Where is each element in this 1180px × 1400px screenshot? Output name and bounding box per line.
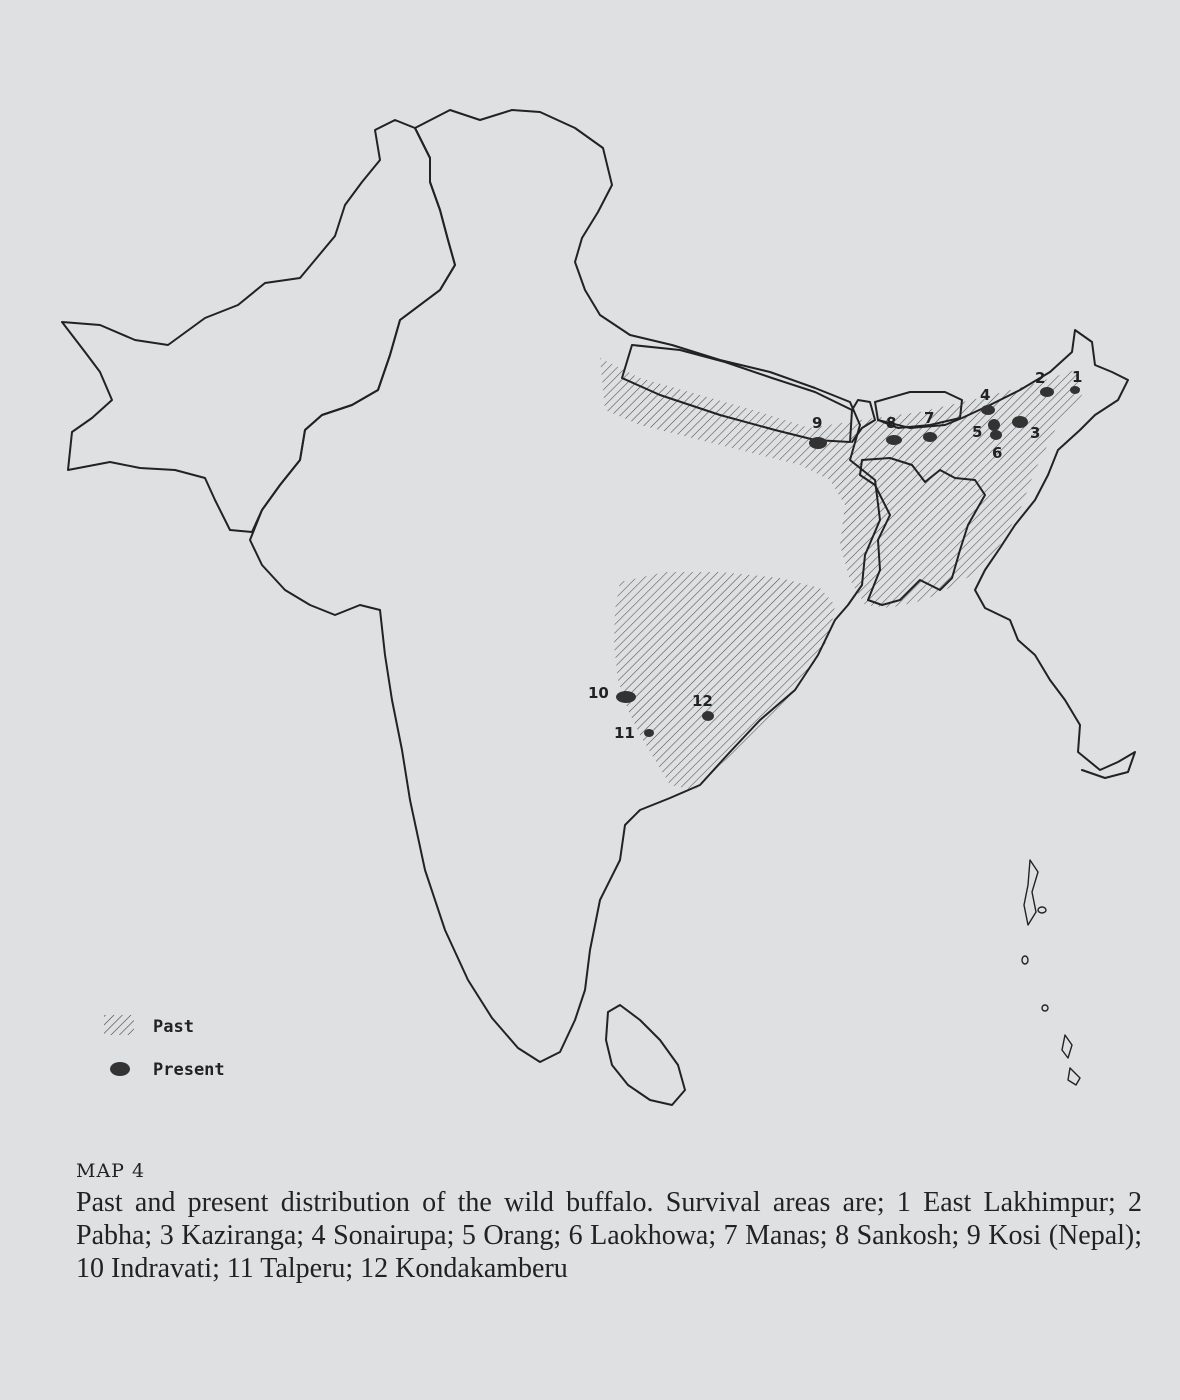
survival-label-6: 6 (992, 444, 1003, 462)
survival-label-7: 7 (924, 409, 935, 427)
survival-dot-11 (644, 729, 654, 737)
survival-label-2: 2 (1035, 369, 1046, 387)
legend-present-label: Present (153, 1060, 225, 1080)
survival-label-3: 3 (1030, 424, 1041, 442)
survival-dot-12 (702, 711, 714, 721)
sri-lanka-outline (606, 1005, 685, 1105)
legend-present-swatch (110, 1062, 130, 1076)
survival-label-9: 9 (812, 414, 823, 432)
map-legend (104, 1015, 225, 1080)
pakistan-outline (62, 120, 455, 532)
survival-dot-6 (990, 430, 1002, 440)
legend-past-swatch (104, 1015, 134, 1035)
survival-dot-9 (809, 437, 827, 449)
legend-past-label: Past (153, 1017, 194, 1037)
map-number: MAP 4 (76, 1160, 146, 1182)
survival-dot-3 (1012, 416, 1028, 428)
survival-label-12: 12 (692, 692, 713, 710)
survival-dot-8 (886, 435, 902, 445)
survival-label-4: 4 (980, 386, 991, 404)
survival-dot-1 (1070, 386, 1080, 394)
past-range-areas (600, 358, 1082, 790)
survival-dot-4 (981, 405, 995, 415)
survival-label-11: 11 (614, 724, 635, 742)
survival-label-5: 5 (972, 423, 983, 441)
survival-dot-10 (616, 691, 636, 703)
survival-label-1: 1 (1072, 368, 1083, 386)
country-outlines (62, 110, 1135, 1105)
map-caption (76, 1160, 1142, 1285)
caption-text: Past and present distribution of the wild buffalo. Survival areas are; 1 East Lakhimpur; 2 Pabha; 3 Kaziranga; 4 Sonairupa; 5 Orang; 6 Laokhowa; 7 Manas; 8 Sankosh; 9 Kosi (Nepal); 10 Indravati; 11 Talperu; 12 Kondakamberu (76, 1187, 1142, 1284)
survival-label-10: 10 (588, 684, 609, 702)
survival-dot-7 (923, 432, 937, 442)
survival-label-8: 8 (886, 414, 897, 432)
survival-dot-5 (988, 419, 1000, 431)
survival-dot-2 (1040, 387, 1054, 397)
andaman-islands (1022, 860, 1080, 1085)
